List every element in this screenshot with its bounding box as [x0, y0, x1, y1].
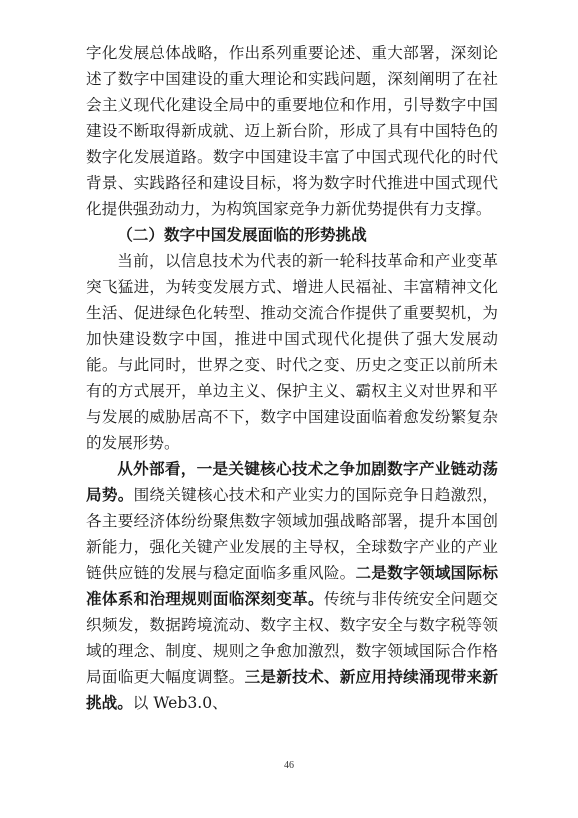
paragraph-intro-continued: 字化发展总体战略，作出系列重要论述、重大部署，深刻论述了数字中国建设的重大理论和实践问题，深刻阐明了在社会主义现代化建设全局中的重要地位和作用，引导数字中国建设不断取得新成就、迈上新台阶，形成了具有中国特色的数字化发展道路。数字中国建设丰富了中国式现代化的时代背景、实践路径和建设目标，将为数字时代推进中国式现代化提供强劲动力，为构筑国家竞争力新优势提供有力支撑。: [86, 44, 498, 218]
point-three-text: 以 Web3.0、: [132, 694, 228, 712]
page-number: 46: [284, 760, 294, 771]
bold-point-two: 二是数字领域国际标准体系和治理规则面临深刻变革。: [86, 563, 498, 608]
point-one-text: 围绕关键核心技术和产业实力的国际竞争日趋激烈，各主要经济体纷纷聚焦数字领域加强战略部署，提升本国创新能力，强化关键产业发展的主导权，全球数字产业的产业链供应链的发展与稳定面临多重风险。: [86, 486, 498, 582]
paragraph-current-situation: 当前，以信息技术为代表的新一轮科技革命和产业变革突飞猛进，为转变发展方式、增进人民福祉、丰富精神文化生活、促进绿色化转型、推动交流合作提供了重要契机，为加快建设数字中国，推进中国式现代化提供了强大发展动能。与此同时，世界之变、时代之变、历史之变正以前所未有的方式展开，单边主义、保护主义、霸权主义对世界和平与发展的威胁居高不下，数字中国建设面临着愈发纷繁复杂的发展形势。: [86, 252, 498, 452]
bold-point-three: 三是新技术、新应用持续涌现带来新挑战。: [86, 667, 498, 712]
section-heading: （二）数字中国发展面临的形势挑战: [117, 225, 367, 244]
point-two-text: 传统与非传统安全问题交织频发，数据跨境流动、数字主权、数字安全与数字税等领域的理念、制度、规则之争愈加激烈，数字领域国际合作格局面临更大幅度调整。: [86, 590, 498, 686]
bold-point-one: 从外部看，一是关键核心技术之争加剧数字产业链动荡局势。: [86, 459, 498, 504]
paragraph-external-challenges: [86, 456, 498, 716]
body-text: [86, 40, 498, 716]
